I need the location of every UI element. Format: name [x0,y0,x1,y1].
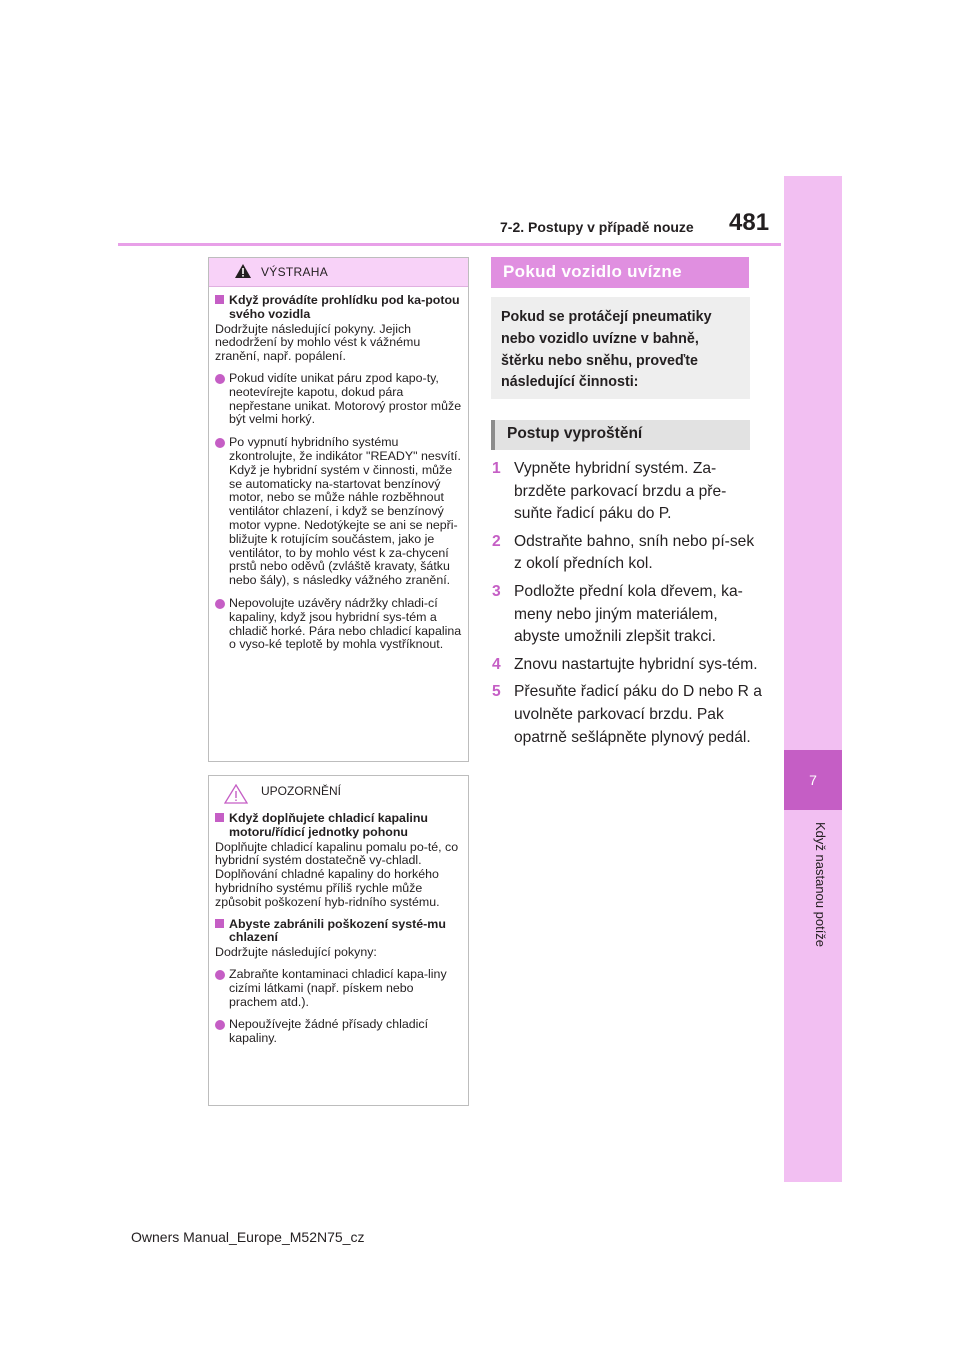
procedure-step: 2 Odstraňte bahno, sníh nebo pí-sek z okolí předních kol. [492,532,755,573]
list-item: Zabraňte kontaminaci chladicí kapa-liny cizími látkami (např. pískem nebo prachem atd.). [215,968,462,1009]
procedure-step: 4 Znovu nastartujte hybridní sys-tém. [492,655,758,673]
procedure-step: 3 Podložte přední kola dřevem, ka-meny nebo jiným materiálem, abyste umožnili zlepšit trakci. [492,582,743,646]
list-item: Nepoužívejte žádné přísady chladicí kapaliny. [215,1018,462,1046]
caution-heading-1: Když doplňujete chladicí kapalinu motoru/řídicí jednotky pohonu [215,812,462,840]
procedure-step: 5 Přesuňte řadicí páku do D nebo R a uvolněte parkovací brzdu. Pak opatrně sešlápněte plynový pedál. [492,683,762,746]
warning-triangle-icon [234,263,252,284]
caution-heading-2: Abyste zabránili poškození systé-mu chlazení [215,918,462,946]
section-title: 7-2. Postupy v případě nouze [500,219,694,235]
caution-intro-2: Dodržujte následující pokyny: [215,945,377,960]
page-number: 481 [729,209,770,236]
procedure-steps [492,458,762,754]
list-item: Nepovolujte uzávěry nádržky chladi-cí kapaliny, když jsou hybridní sys-tém a chladič horké. Pára nebo chladicí kapalina o vyso-ké teplotě by mohla vystříknout. [215,597,462,652]
warning-title: VÝSTRAHA [261,265,329,279]
chapter-side-tab [784,176,842,1182]
procedure-step: 1 Vypněte hybridní systém. Za-brzděte parkovací brzdu a pře-suňte řadicí páku do P. [492,460,727,523]
list-item: Po vypnutí hybridního systému zkontrolujte, že indikátor "READY" nesvítí. Když je hybridní systém v činnosti, může se automaticky na-startovat benzínový motor, nebo se může náhle rozběhnout ventilátor chlazení, i když se benzínový motor vypne. Nedotýkejte se ani se nepři-bližujte k rotujícím součástem, jako je ventilátor, to by mohlo vést k za-chycení prstů nebo oděvů (zvláště kravaty, šátku nebo šály), s následky vážného zranění. [215,436,462,588]
caution-header [209,776,468,806]
warning-intro: Dodržujte následující pokyny. Jejich nedodržení by mohlo vést k vážnému zranění, např. popálení. [215,321,421,364]
caution-text-1: Doplňujte chladicí kapalinu pomalu po-té, co hybridní systém dostatečně vy-chladl. Doplňování chladné kapaliny do horkého hybridního systému příliš rychle může způsobit poškození hyb-ridního systému. [215,839,459,909]
header-divider [118,243,781,246]
warning-box [208,257,469,762]
caution-triangle-icon [224,784,248,809]
footer-text: Owners Manual_Europe_M52N75_cz [131,1229,365,1245]
intro-box: Pokud se protáčejí pneumatiky nebo vozidlo uvízne v bahně, štěrku nebo sněhu, proveďte následující činnosti: [491,297,750,399]
chapter-title: Když nastanou potíže [813,822,828,948]
caution-box [208,775,469,1106]
caution-title: UPOZORNĚNÍ [261,784,342,798]
warning-heading: Když provádíte prohlídku pod ka-potou svého vozidla [215,294,462,322]
list-item: Pokud vidíte unikat páru zpod kapo-ty, neotevírejte kapotu, dokud pára nepřestane unikat. Motorový prostor může být velmi horký. [215,372,462,427]
warning-header [209,258,468,287]
section-heading: Pokud vozidlo uvízne [491,257,749,288]
procedure-heading: Postup vyproštění [491,420,750,450]
chapter-number: 7 [784,750,842,810]
